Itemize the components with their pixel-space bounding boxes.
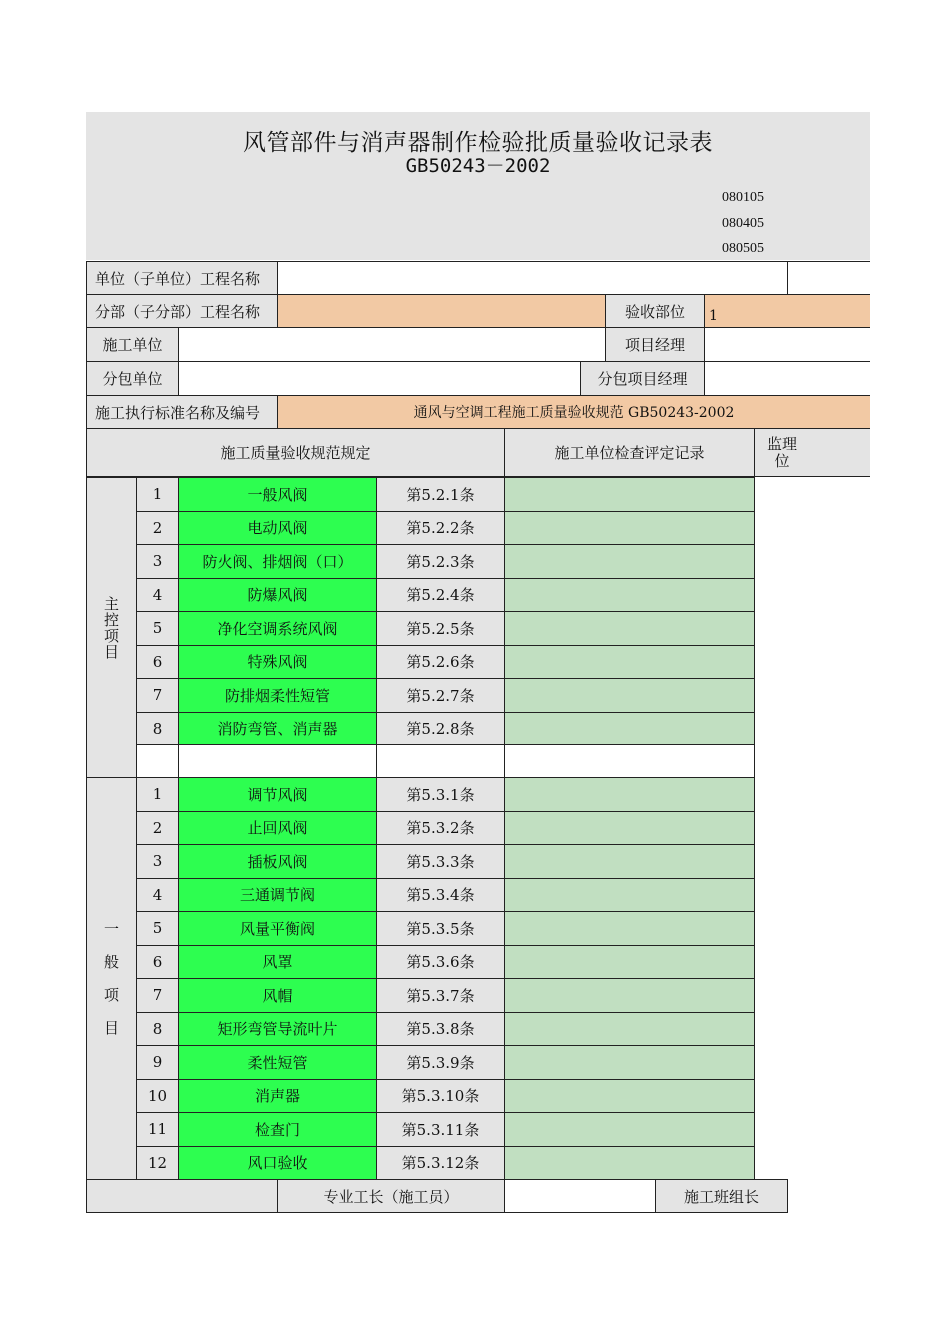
item-record-field[interactable] xyxy=(504,611,755,646)
item-number: 4 xyxy=(136,878,179,913)
construction-unit-field[interactable] xyxy=(178,327,606,362)
item-clause: 第5.3.6条 xyxy=(376,945,505,980)
item-clause: 第5.2.1条 xyxy=(376,477,505,512)
empty-name-cell xyxy=(178,744,377,778)
unit-project-field[interactable] xyxy=(277,261,870,295)
project-manager-field[interactable] xyxy=(704,327,870,362)
main-control-label: 主 控 项 目 xyxy=(86,477,137,778)
item-number: 3 xyxy=(136,544,179,579)
item-clause: 第5.3.11条 xyxy=(376,1112,505,1147)
subcontract-manager-label: 分包项目经理 xyxy=(580,361,705,396)
item-clause: 第5.3.10条 xyxy=(376,1079,505,1114)
item-name: 风量平衡阀 xyxy=(178,911,377,946)
foreman-label: 专业工长（施工员） xyxy=(277,1179,505,1213)
item-clause: 第5.3.4条 xyxy=(376,878,505,913)
item-record-field[interactable] xyxy=(504,978,755,1013)
standard-value: 通风与空调工程施工质量验收规范 GB50243-2002 xyxy=(277,395,870,429)
spec-header: 施工质量验收规范规定 xyxy=(86,428,505,477)
item-clause: 第5.3.3条 xyxy=(376,844,505,879)
item-record-field[interactable] xyxy=(504,878,755,913)
item-name: 一般风阀 xyxy=(178,477,377,512)
standard-label: 施工执行标准名称及编号 xyxy=(86,395,278,429)
subcontract-manager-field[interactable] xyxy=(704,361,870,396)
item-record-field[interactable] xyxy=(504,578,755,613)
subcontract-unit-label: 分包单位 xyxy=(86,361,179,396)
item-record-field[interactable] xyxy=(504,777,755,812)
item-clause: 第5.2.8条 xyxy=(376,712,505,747)
acceptance-part-field[interactable]: 1 xyxy=(704,294,870,328)
item-number: 3 xyxy=(136,844,179,879)
item-number: 7 xyxy=(136,678,179,713)
form-code-2: 080405 xyxy=(722,216,764,231)
item-clause: 第5.3.5条 xyxy=(376,911,505,946)
item-clause: 第5.3.9条 xyxy=(376,1045,505,1080)
item-clause: 第5.3.2条 xyxy=(376,811,505,846)
item-name: 消防弯管、消声器 xyxy=(178,712,377,747)
empty-clause-cell xyxy=(376,744,505,778)
empty-no-cell xyxy=(136,744,179,778)
general-label: 一 般 项 目 xyxy=(86,777,137,1180)
item-record-field[interactable] xyxy=(504,811,755,846)
item-clause: 第5.2.7条 xyxy=(376,678,505,713)
standard-code: GB50243－2002 xyxy=(405,155,551,177)
empty-record-cell[interactable] xyxy=(504,744,755,778)
item-number: 7 xyxy=(136,978,179,1013)
item-number: 10 xyxy=(136,1079,179,1114)
item-name: 电动风阀 xyxy=(178,511,377,546)
item-name: 柔性短管 xyxy=(178,1045,377,1080)
table-edge xyxy=(787,262,788,295)
item-clause: 第5.2.2条 xyxy=(376,511,505,546)
item-record-field[interactable] xyxy=(504,1112,755,1147)
item-name: 消声器 xyxy=(178,1079,377,1114)
form-code-3: 080505 xyxy=(722,241,764,256)
item-record-field[interactable] xyxy=(504,712,755,747)
item-name: 特殊风阀 xyxy=(178,645,377,680)
item-record-field[interactable] xyxy=(504,1146,755,1181)
item-record-field[interactable] xyxy=(504,645,755,680)
item-clause: 第5.2.5条 xyxy=(376,611,505,646)
item-name: 净化空调系统风阀 xyxy=(178,611,377,646)
form-code-1: 080105 xyxy=(722,190,764,205)
record-header: 施工单位检查评定记录 xyxy=(504,428,755,477)
item-clause: 第5.3.1条 xyxy=(376,777,505,812)
item-record-field[interactable] xyxy=(504,544,755,579)
project-manager-label: 项目经理 xyxy=(605,327,705,362)
form-title: 风管部件与消声器制作检验批质量验收记录表 xyxy=(243,130,713,156)
item-number: 1 xyxy=(136,777,179,812)
item-name: 风罩 xyxy=(178,945,377,980)
sub-project-field[interactable] xyxy=(277,294,606,328)
item-number: 8 xyxy=(136,712,179,747)
item-record-field[interactable] xyxy=(504,678,755,713)
foreman-field[interactable] xyxy=(504,1179,656,1213)
item-number: 8 xyxy=(136,1012,179,1047)
construction-unit-label: 施工单位 xyxy=(86,327,179,362)
item-record-field[interactable] xyxy=(504,511,755,546)
item-record-field[interactable] xyxy=(504,911,755,946)
item-record-field[interactable] xyxy=(504,945,755,980)
item-clause: 第5.2.6条 xyxy=(376,645,505,680)
item-number: 6 xyxy=(136,945,179,980)
item-name: 防排烟柔性短管 xyxy=(178,678,377,713)
item-name: 风帽 xyxy=(178,978,377,1013)
item-number: 2 xyxy=(136,511,179,546)
item-record-field[interactable] xyxy=(504,1079,755,1114)
item-number: 2 xyxy=(136,811,179,846)
item-name: 风口验收 xyxy=(178,1146,377,1181)
item-number: 9 xyxy=(136,1045,179,1080)
item-number: 5 xyxy=(136,911,179,946)
item-name: 矩形弯管导流叶片 xyxy=(178,1012,377,1047)
item-name: 三通调节阀 xyxy=(178,878,377,913)
item-clause: 第5.3.8条 xyxy=(376,1012,505,1047)
item-name: 检查门 xyxy=(178,1112,377,1147)
item-clause: 第5.2.3条 xyxy=(376,544,505,579)
item-record-field[interactable] xyxy=(504,844,755,879)
item-record-field[interactable] xyxy=(504,477,755,512)
team-leader-label: 施工班组长 xyxy=(655,1179,788,1213)
supervision-header: 监理 位 xyxy=(754,428,870,477)
subcontract-unit-field[interactable] xyxy=(178,361,581,396)
item-number: 12 xyxy=(136,1146,179,1181)
item-name: 防爆风阀 xyxy=(178,578,377,613)
item-number: 11 xyxy=(136,1112,179,1147)
footer-blank xyxy=(86,1179,278,1213)
item-record-field[interactable] xyxy=(504,1045,755,1080)
unit-project-label: 单位（子单位）工程名称 xyxy=(86,261,278,295)
item-name: 止回风阀 xyxy=(178,811,377,846)
item-clause: 第5.3.7条 xyxy=(376,978,505,1013)
item-name: 调节风阀 xyxy=(178,777,377,812)
item-clause: 第5.3.12条 xyxy=(376,1146,505,1181)
item-number: 4 xyxy=(136,578,179,613)
item-number: 1 xyxy=(136,477,179,512)
item-name: 插板风阀 xyxy=(178,844,377,879)
acceptance-part-label: 验收部位 xyxy=(605,294,705,328)
item-name: 防火阀、排烟阀（口） xyxy=(178,544,377,579)
sub-project-label: 分部（子分部）工程名称 xyxy=(86,294,278,328)
item-number: 6 xyxy=(136,645,179,680)
item-number: 5 xyxy=(136,611,179,646)
item-clause: 第5.2.4条 xyxy=(376,578,505,613)
item-record-field[interactable] xyxy=(504,1012,755,1047)
